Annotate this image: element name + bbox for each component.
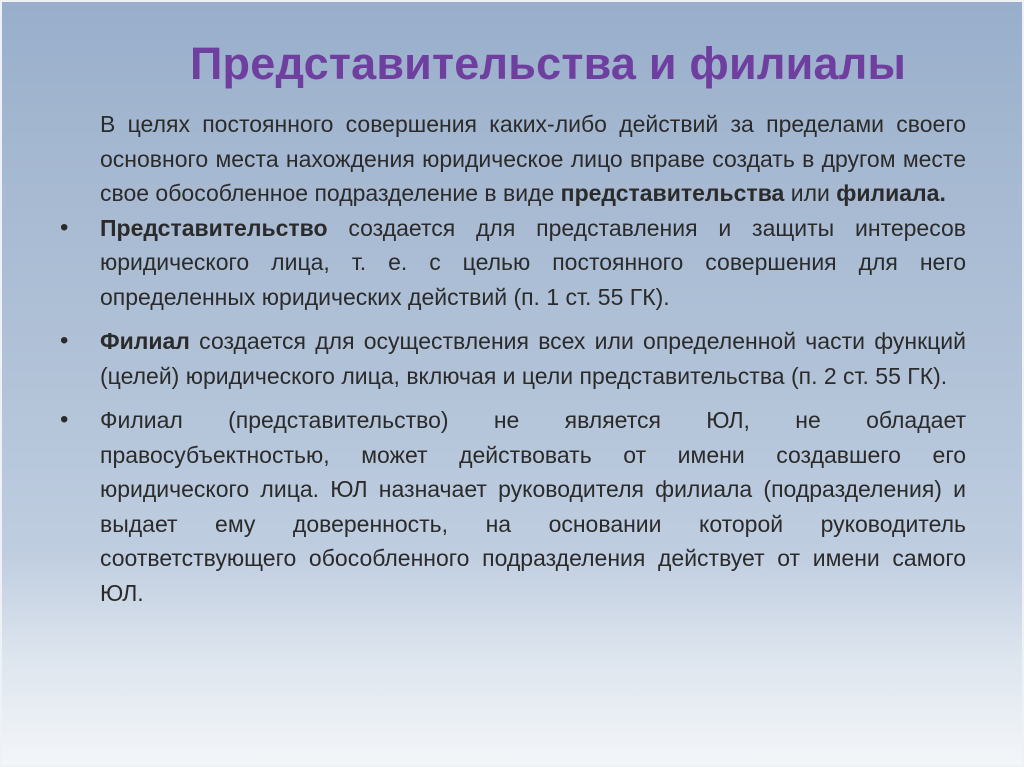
bullet-item-representation — [58, 211, 966, 315]
bullet-item-legal-status — [58, 403, 966, 610]
bullet-term: Филиал — [100, 328, 190, 354]
intro-connector: или — [784, 180, 837, 206]
bullet-item-branch — [58, 324, 966, 393]
bullet-text: создается для осуществления всех или определенной части функций (целей) юридического лица, включая и цели представительства (п. 2 ст. 55 ГК). — [100, 328, 966, 389]
bullet-text: создается для представления и защиты интересов юридического лица, т. е. с целью постоянного совершения для него определенных юридических действий (п. 1 ст. 55 ГК). — [100, 214, 966, 310]
intro-paragraph — [58, 107, 966, 211]
intro-bold-branch: филиала. — [836, 180, 946, 206]
bullet-marker: • — [60, 406, 69, 433]
bullet-marker: • — [60, 213, 69, 241]
intro-bold-representation: представительства — [560, 180, 785, 206]
intro-text: В целях постоянного совершения каких-либо действий за пределами своего основного места нахождения юридическое лицо вправе создать в другом месте свое обособленное подразделение в виде — [100, 111, 966, 206]
bullet-term: Представительство — [100, 214, 328, 241]
slide-title: Представительства и филиалы — [190, 38, 907, 89]
bullet-marker: • — [60, 327, 69, 354]
bullet-text: Филиал (представительство) не является ЮЛ, не обладает правосубъектностью, может действовать от имени создавшего его юридического лица. ЮЛ назначает руководителя филиала (подразделения) и выдает ему доверенность, на основании которой руководитель соответствующего обособленного подразделения действует от имени самого ЮЛ. — [100, 407, 966, 606]
slide-content — [58, 107, 966, 610]
